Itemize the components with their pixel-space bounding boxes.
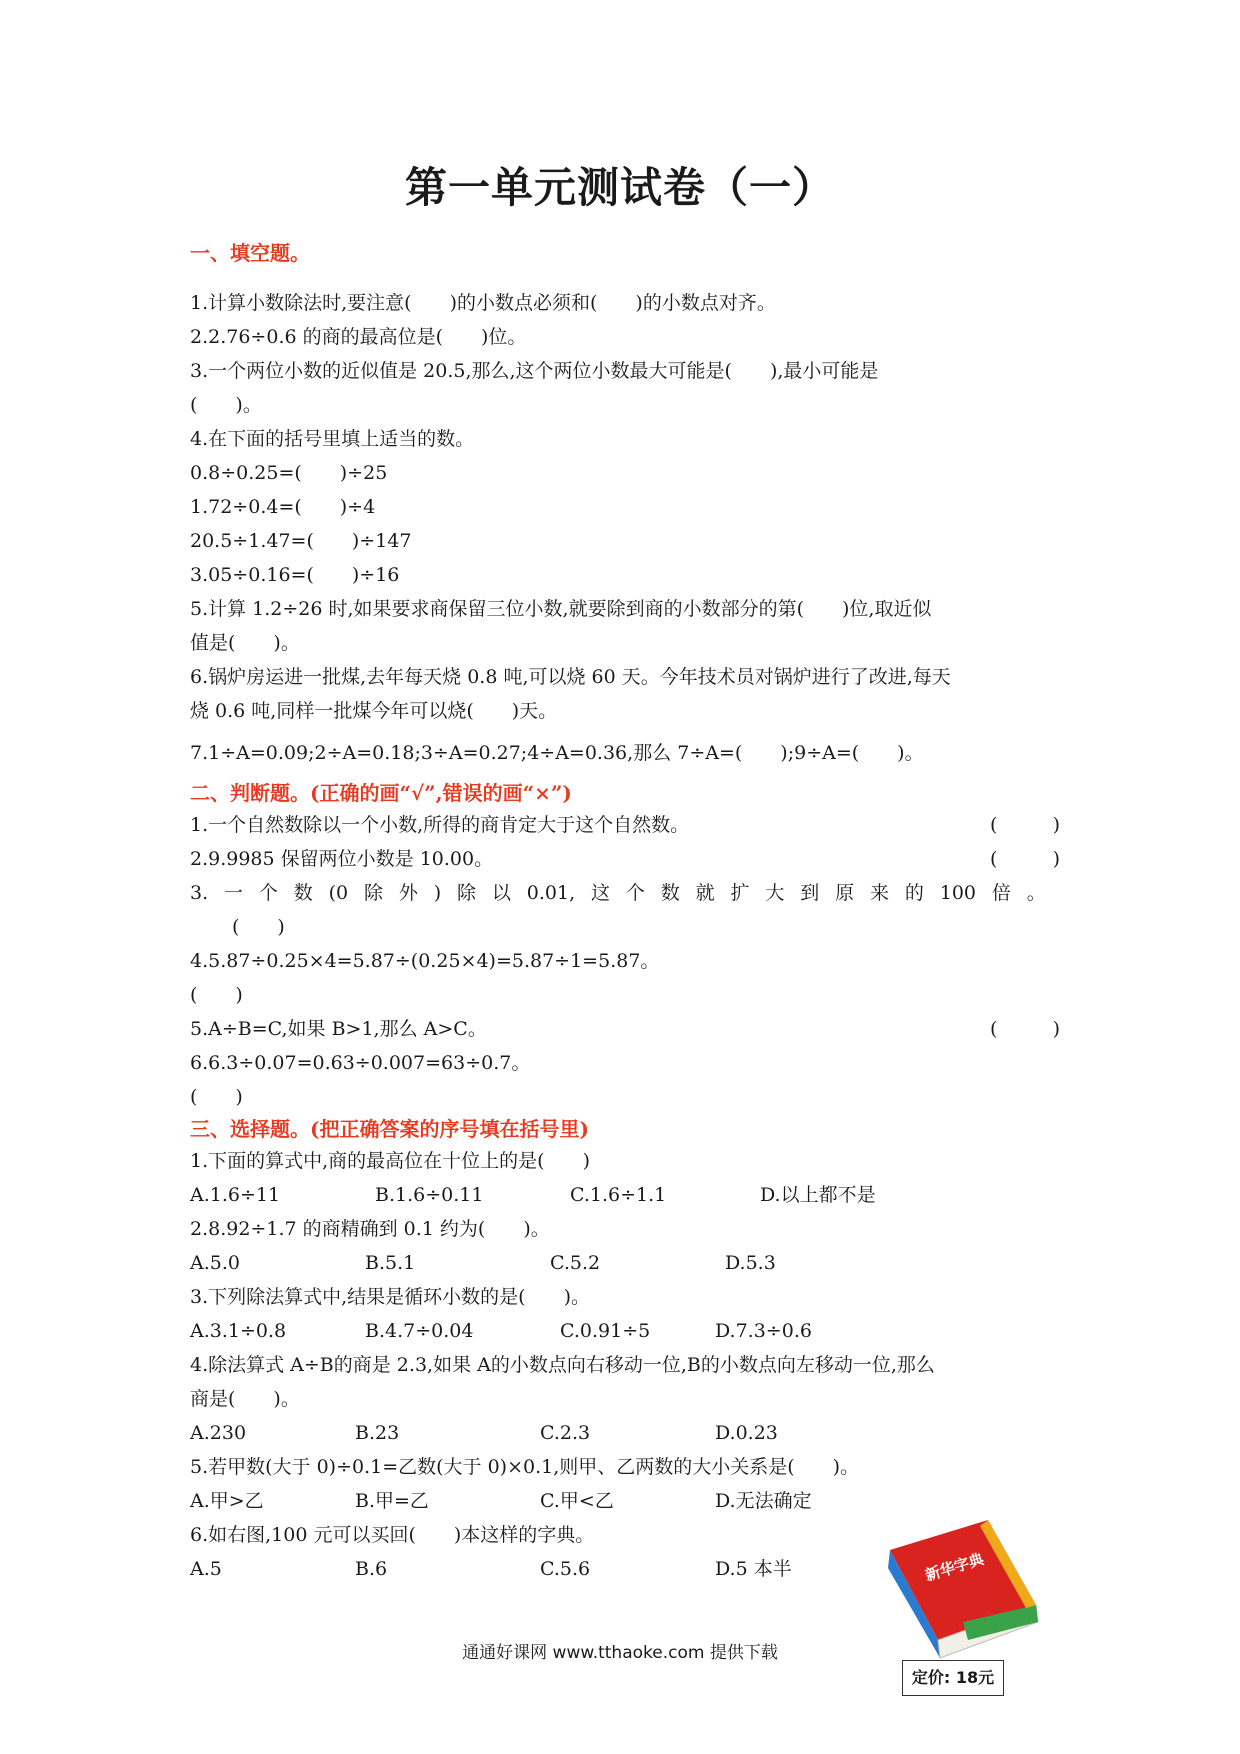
judge-q2-row <box>190 842 1060 876</box>
option-a[interactable]: A.甲>乙 <box>190 1490 264 1512</box>
answer-paren[interactable]: ( ) <box>190 984 243 1006</box>
judge-q3-word: 数 <box>293 882 313 904</box>
judge-q1: 1.一个自然数除以一个小数,所得的商肯定大于这个自然数。 <box>190 814 690 836</box>
judge-q3-word: 倍 <box>991 882 1011 904</box>
option-b[interactable]: B.4.7÷0.04 <box>365 1320 474 1342</box>
option-a[interactable]: A.3.1÷0.8 <box>190 1320 287 1342</box>
section-heading-fill: 一、填空题。 <box>190 241 310 265</box>
judge-q3-word: 到 <box>800 882 820 904</box>
option-b[interactable]: B.甲=乙 <box>355 1490 429 1512</box>
judge-q3-word: 大 <box>765 882 785 904</box>
option-d[interactable]: D.5 本半 <box>715 1558 792 1580</box>
choice-q2-options <box>190 1246 1060 1280</box>
option-b[interactable]: B.5.1 <box>365 1252 416 1274</box>
option-d[interactable]: D.0.23 <box>715 1422 778 1444</box>
dictionary-cover-text: 新华字典 <box>923 1549 986 1585</box>
fill-q5-line2: 值是( )。 <box>190 632 300 654</box>
page-title: 第一单元测试卷（一） <box>404 163 835 212</box>
option-a[interactable]: A.1.6÷11 <box>190 1184 281 1206</box>
answer-paren[interactable]: ( ) <box>990 848 1060 870</box>
judge-q1-row <box>190 808 1060 842</box>
judge-q2: 2.9.9985 保留两位小数是 10.00。 <box>190 848 494 870</box>
judge-q3-word: 3. <box>190 882 209 904</box>
judge-q5: 5.A÷B=C,如果 B>1,那么 A>C。 <box>190 1018 487 1040</box>
judge-q3-word: 个 <box>258 882 278 904</box>
option-b[interactable]: B.1.6÷0.11 <box>375 1184 484 1206</box>
option-b[interactable]: B.23 <box>355 1422 400 1444</box>
choice-q3: 3.下列除法算式中,结果是循环小数的是( )。 <box>190 1286 590 1308</box>
fill-q6-line2: 烧 0.6 吨,同样一批煤今年可以烧( )天。 <box>190 700 558 722</box>
answer-paren[interactable]: ( ) <box>232 916 285 938</box>
judge-q3-word: 扩 <box>730 882 750 904</box>
choice-q1: 1.下面的算式中,商的最高位在十位上的是( ) <box>190 1150 590 1172</box>
judge-q3 <box>190 876 1060 910</box>
fill-q3-line2: ( )。 <box>190 394 262 416</box>
option-a[interactable]: A.5 <box>190 1558 222 1580</box>
judge-q3-word: 来 <box>870 882 890 904</box>
price-tag: 定价: 18元 <box>902 1660 1004 1696</box>
judge-q3-word: 这 <box>591 882 611 904</box>
answer-paren[interactable]: ( ) <box>990 1018 1060 1040</box>
judge-q3-word: 的 <box>904 882 924 904</box>
judge-q3-word: ) <box>433 882 442 904</box>
judge-q3-word: 就 <box>695 882 715 904</box>
judge-q3-word: 0.01, <box>526 882 576 904</box>
judge-q3-word: 一 <box>224 882 244 904</box>
judge-q3-word: 外 <box>398 882 418 904</box>
judge-q4: 4.5.87÷0.25×4=5.87÷(0.25×4)=5.87÷1=5.87。 <box>190 950 660 972</box>
choice-q1-options <box>190 1178 1060 1212</box>
option-d[interactable]: D.以上都不是 <box>760 1184 876 1206</box>
option-d[interactable]: D.5.3 <box>725 1252 776 1274</box>
option-a[interactable]: A.230 <box>190 1422 247 1444</box>
exam-content <box>190 238 1060 1586</box>
option-c[interactable]: C.5.6 <box>540 1558 591 1580</box>
choice-q6: 6.如右图,100 元可以买回( )本这样的字典。 <box>190 1524 595 1546</box>
choice-q4-line1: 4.除法算式 A÷B的商是 2.3,如果 A的小数点向右移动一位,B的小数点向左移动一位,那么 <box>190 1354 935 1376</box>
fill-q4-item: 0.8÷0.25=( )÷25 <box>190 462 388 484</box>
judge-q3-word: 除 <box>364 882 384 904</box>
choice-q3-options <box>190 1314 1060 1348</box>
answer-paren[interactable]: ( ) <box>190 1086 243 1108</box>
option-d[interactable]: D.无法确定 <box>715 1490 812 1512</box>
fill-q4: 4.在下面的括号里填上适当的数。 <box>190 428 475 450</box>
fill-q3-line1: 3.一个两位小数的近似值是 20.5,那么,这个两位小数最大可能是( ),最小可能是 <box>190 360 879 382</box>
fill-q6-line1: 6.锅炉房运进一批煤,去年每天烧 0.8 吨,可以烧 60 天。今年技术员对锅炉进行了改进,每天 <box>190 666 951 688</box>
judge-q5-row <box>190 1012 1060 1046</box>
option-b[interactable]: B.6 <box>355 1558 388 1580</box>
fill-q2: 2.2.76÷0.6 的商的最高位是( )位。 <box>190 326 527 348</box>
fill-q5-line1: 5.计算 1.2÷26 时,如果要求商保留三位小数,就要除到商的小数部分的第( )位,取近似 <box>190 598 932 620</box>
fill-q1: 1.计算小数除法时,要注意( )的小数点必须和( )的小数点对齐。 <box>190 292 776 314</box>
judge-q6: 6.6.3÷0.07=0.63÷0.007=63÷0.7。 <box>190 1052 531 1074</box>
choice-q2: 2.8.92÷1.7 的商精确到 0.1 约为( )。 <box>190 1218 550 1240</box>
fill-q4-item: 1.72÷0.4=( )÷4 <box>190 496 376 518</box>
judge-q3-word: 。 <box>1026 882 1046 904</box>
judge-q3-word: (0 <box>328 882 349 904</box>
judge-q3-word: 100 <box>939 882 977 904</box>
footer-text: 通通好课网 www.tthaoke.com 提供下载 <box>462 1643 778 1663</box>
choice-q4-line2: 商是( )。 <box>190 1388 300 1410</box>
option-c[interactable]: C.2.3 <box>540 1422 591 1444</box>
choice-q5: 5.若甲数(大于 0)÷0.1=乙数(大于 0)×0.1,则甲、乙两数的大小关系是( )。 <box>190 1456 860 1478</box>
judge-q3-word: 除 <box>457 882 477 904</box>
fill-q4-item: 20.5÷1.47=( )÷147 <box>190 530 412 552</box>
judge-q3-word: 数 <box>660 882 680 904</box>
section-heading-judge: 二、判断题。(正确的画“√”,错误的画“×”) <box>190 781 572 805</box>
judge-q3-word: 原 <box>835 882 855 904</box>
option-c[interactable]: C.1.6÷1.1 <box>570 1184 667 1206</box>
section-heading-choice: 三、选择题。(把正确答案的序号填在括号里) <box>190 1117 589 1141</box>
fill-q7: 7.1÷A=0.09;2÷A=0.18;3÷A=0.27;4÷A=0.36,那么 7÷A=( );9÷A=( )。 <box>190 742 924 764</box>
judge-q3-word: 以 <box>491 882 511 904</box>
option-c[interactable]: C.0.91÷5 <box>560 1320 651 1342</box>
answer-paren[interactable]: ( ) <box>990 814 1060 836</box>
option-d[interactable]: D.7.3÷0.6 <box>715 1320 812 1342</box>
option-c[interactable]: C.5.2 <box>550 1252 601 1274</box>
choice-q4-options <box>190 1416 1060 1450</box>
option-a[interactable]: A.5.0 <box>190 1252 240 1274</box>
fill-q4-item: 3.05÷0.16=( )÷16 <box>190 564 400 586</box>
judge-q3-word: 个 <box>625 882 645 904</box>
option-c[interactable]: C.甲<乙 <box>540 1490 614 1512</box>
